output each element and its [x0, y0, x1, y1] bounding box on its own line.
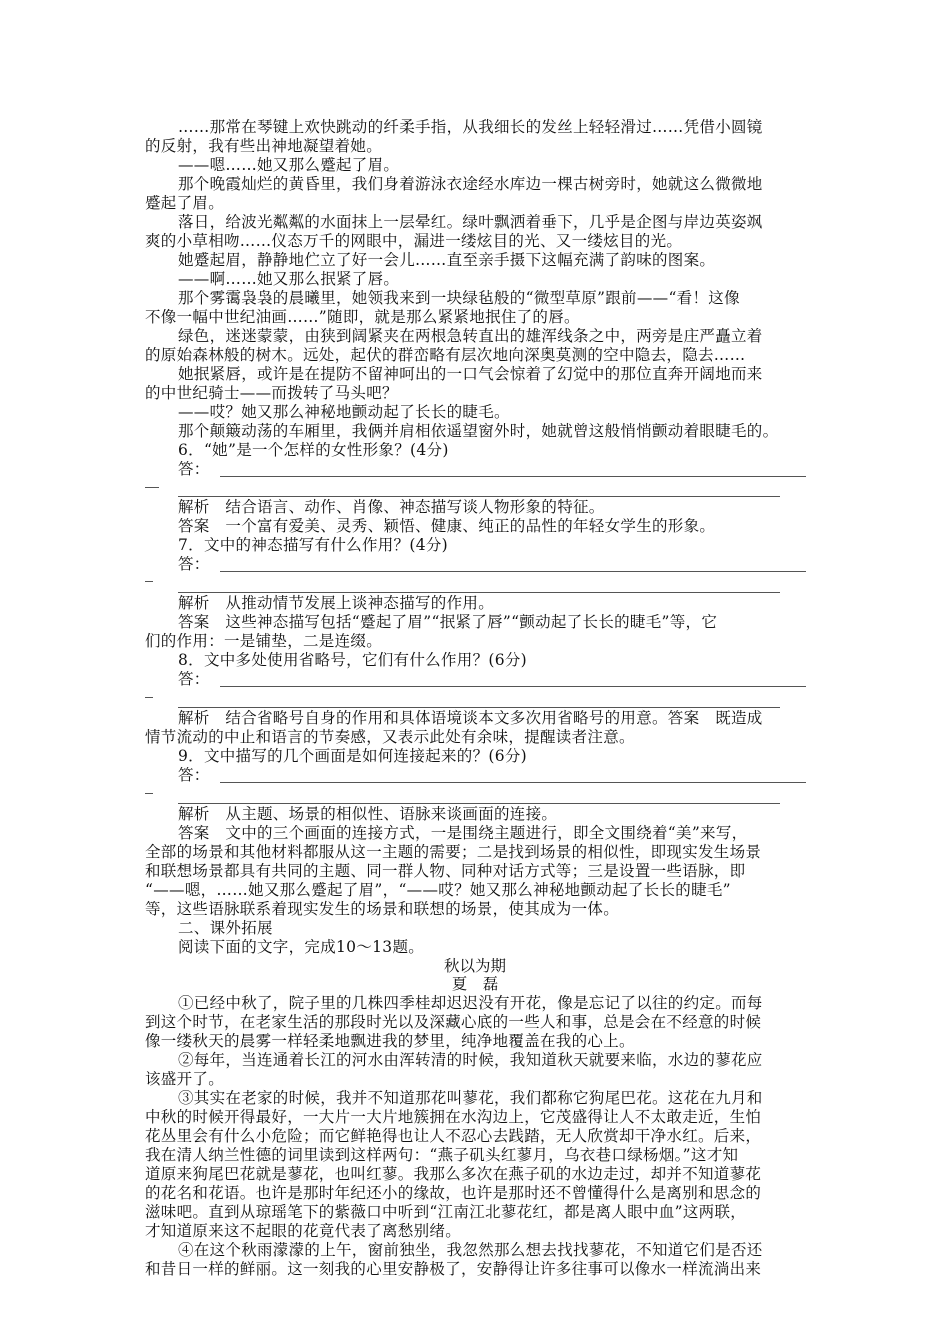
passage-line: 那个晚霞灿烂的黄昏里，我们身着游泳衣途经水库边一棵古树旁时，她就这么微微地	[178, 175, 763, 193]
passage-line: 不像一幅中世纪油画……”随即，就是那么紧紧地抿住了的唇。	[145, 308, 580, 326]
section-heading: 二、课外拓展	[178, 919, 273, 937]
answer-blank-line[interactable]	[178, 803, 780, 804]
article-line: 到这个时节，在老家生活的那段时光以及深藏心底的一些人和事，总是会在不经意的时候	[145, 1013, 762, 1031]
blank-dash	[145, 581, 153, 582]
answer-blank-line[interactable]	[220, 476, 806, 477]
passage-line: ……那常在琴键上欢快跳动的纤柔手指，从我细长的发丝上轻轻滑过……凭借小圆镜	[178, 118, 763, 136]
answer-7: 答案 这些神态描写包括“蹙起了眉”“抿紧了唇”“颤动起了长长的睫毛”等，它	[178, 613, 718, 631]
analysis-9: 解析 从主题、场景的相似性、语脉来谈画面的连接。	[178, 805, 558, 823]
answer-label: 答：	[178, 766, 210, 784]
passage-line: 那个颠簸动荡的车厢里，我俩并肩相依遥望窗外时，她就曾这般悄悄颤动着眼睫毛的。	[178, 422, 779, 440]
blank-dash	[145, 793, 153, 794]
question-7: 7．文中的神态描写有什么作用？(4分)	[178, 536, 449, 554]
passage-line: 的中世纪骑士——而拨转了马头吧？	[145, 384, 398, 402]
answer-9: 答案 文中的三个画面的连接方式，一是围绕主题进行，即全文围绕着“美”来写，	[178, 824, 748, 842]
analysis-6: 解析 结合语言、动作、肖像、神态描写谈人物形象的特征。	[178, 498, 605, 516]
passage-line: 她抿紧唇，或许是在提防不留神呵出的一口气会惊着了幻觉中的那位直奔开阔地而来	[178, 365, 763, 383]
article-line: 道原来狗尾巴花就是蓼花，也叫红蓼。我那么多次在燕子矶的水边走过，却并不知道蓼花	[145, 1165, 762, 1183]
article-line: 花丛里会有什么小危险；而它鲜艳得也让人不忍心去践踏，无人欣赏却干净水红。后来，	[145, 1127, 762, 1145]
answer-blank-line[interactable]	[178, 707, 780, 708]
passage-line: 绿色，迷迷蒙蒙，由狭到阔紧夹在两根急转直出的雄浑线条之中，两旁是庄严矗立着	[178, 327, 763, 345]
article-line: ①已经中秋了，院子里的几株四季桂却迟迟没有开花，像是忘记了以往的约定。而每	[178, 994, 763, 1012]
passage-line: 她蹙起眉，静静地伫立了好一会儿……直至亲手摄下这幅充满了韵味的图案。	[178, 251, 716, 269]
article-line: ②每年，当连通着长江的河水由浑转清的时候，我知道秋天就要来临，水边的蓼花应	[178, 1051, 763, 1069]
answer-9-cont: 等，这些语脉联系着现实发生的场景和联想的场景，使其成为一体。	[145, 900, 620, 918]
article-line: 才知道原来这不起眼的花竟代表了离愁别绪。	[145, 1222, 462, 1240]
answer-blank-line[interactable]	[220, 686, 806, 687]
question-8: 8．文中多处使用省略号，它们有什么作用？(6分)	[178, 651, 528, 669]
article-line: 像一缕秋天的晨雾一样轻柔地飘进我的梦里，纯净地覆盖在我的心上。	[145, 1032, 635, 1050]
answer-blank-line[interactable]	[178, 496, 780, 497]
answer-label: 答：	[178, 555, 210, 573]
passage-line: ——啊……她又那么抿紧了唇。	[178, 270, 400, 288]
analysis-7: 解析 从推动情节发展上谈神态描写的作用。	[178, 594, 495, 612]
article-line: 该盛开了。	[145, 1070, 225, 1088]
answer-9-cont: 全部的场景和其他材料都服从这一主题的需要；二是找到场景的相似性，即现实发生场景	[145, 843, 762, 861]
article-title: 秋以为期	[443, 957, 506, 975]
article-line: 我在清人纳兰性德的词里读到这样两句：“燕子矶头红蓼月，乌衣巷口绿杨烟。”这才知	[145, 1146, 739, 1164]
answer-6: 答案 一个富有爱美、灵秀、颖悟、健康、纯正的品性的年轻女学生的形象。	[178, 517, 716, 535]
answer-blank-line[interactable]	[220, 782, 806, 783]
passage-line: ——嗯……她又那么蹙起了眉。	[178, 156, 400, 174]
passage-line: 爽的小草相吻……仪态万千的网眼中，漏进一缕炫目的光、又一缕炫目的光。	[145, 232, 683, 250]
analysis-8: 解析 结合省略号自身的作用和具体语境谈本文多次用省略号的用意。答案 既造成	[178, 709, 763, 727]
answer-9-cont: “——嗯，……她又那么蹙起了眉”，“——哎？她又那么神秘地颤动起了长长的睫毛”	[145, 881, 731, 899]
answer-label: 答：	[178, 460, 210, 478]
article-author: 夏 磊	[451, 975, 499, 993]
passage-line: 那个雾霭袅袅的晨曦里，她领我来到一块绿毡般的“微型草原”跟前——“看！这像	[178, 289, 740, 307]
question-9: 9．文中描写的几个画面是如何连接起来的？(6分)	[178, 747, 528, 765]
answer-blank-line[interactable]	[220, 571, 806, 572]
section-instruction: 阅读下面的文字，完成10～13题。	[178, 938, 425, 956]
answer-blank-line[interactable]	[178, 592, 780, 593]
answer-7-cont: 们的作用：一是铺垫，二是连缀。	[145, 632, 383, 650]
article-line: 的花名和花语。也许是那时年纪还小的缘故，也许是那时还不曾懂得什么是离别和思念的	[145, 1184, 762, 1202]
blank-dash	[145, 697, 153, 698]
passage-line: 的原始森林般的树木。远处，起伏的群峦略有层次地向深奥莫测的空中隐去，隐去……	[145, 346, 746, 364]
answer-9-cont: 和联想场景都具有共同的主题、同一群人物、同种对话方式等；三是设置一些语脉，即	[145, 862, 746, 880]
blank-dash	[145, 487, 159, 488]
passage-line: 落日，给波光粼粼的水面抹上一层晕红。绿叶飘洒着垂下，几乎是企图与岸边英姿飒	[178, 213, 763, 231]
article-line: 滋味吧。直到从琼瑶笔下的紫薇口中听到“江南江北蓼花红，都是离人眼中血”这两联，	[145, 1203, 747, 1221]
article-line: 和昔日一样的鲜丽。这一刻我的心里安静极了，安静得让许多往事可以像水一样流淌出来	[145, 1260, 762, 1278]
article-line: 中秋的时候开得最好，一大片一大片地簇拥在水沟边上，它茂盛得让人不太敢走近，生怕	[145, 1108, 762, 1126]
passage-line: ——哎？她又那么神秘地颤动起了长长的睫毛。	[178, 403, 510, 421]
answer-label: 答：	[178, 670, 210, 688]
question-6: 6．“她”是一个怎样的女性形象？(4分)	[178, 441, 449, 459]
article-line: ④在这个秋雨濛濛的上午，窗前独坐，我忽然那么想去找找蓼花，不知道它们是否还	[178, 1241, 763, 1259]
passage-line: 蹙起了眉。	[145, 194, 225, 212]
article-line: ③其实在老家的时候，我并不知道那花叫蓼花，我们都称它狗尾巴花。这花在九月和	[178, 1089, 763, 1107]
passage-line: 的反射，我有些出神地凝望着她。	[145, 137, 383, 155]
answer-8: 情节流动的中止和语言的节奏感，又表示此处有余味，提醒读者注意。	[145, 728, 635, 746]
